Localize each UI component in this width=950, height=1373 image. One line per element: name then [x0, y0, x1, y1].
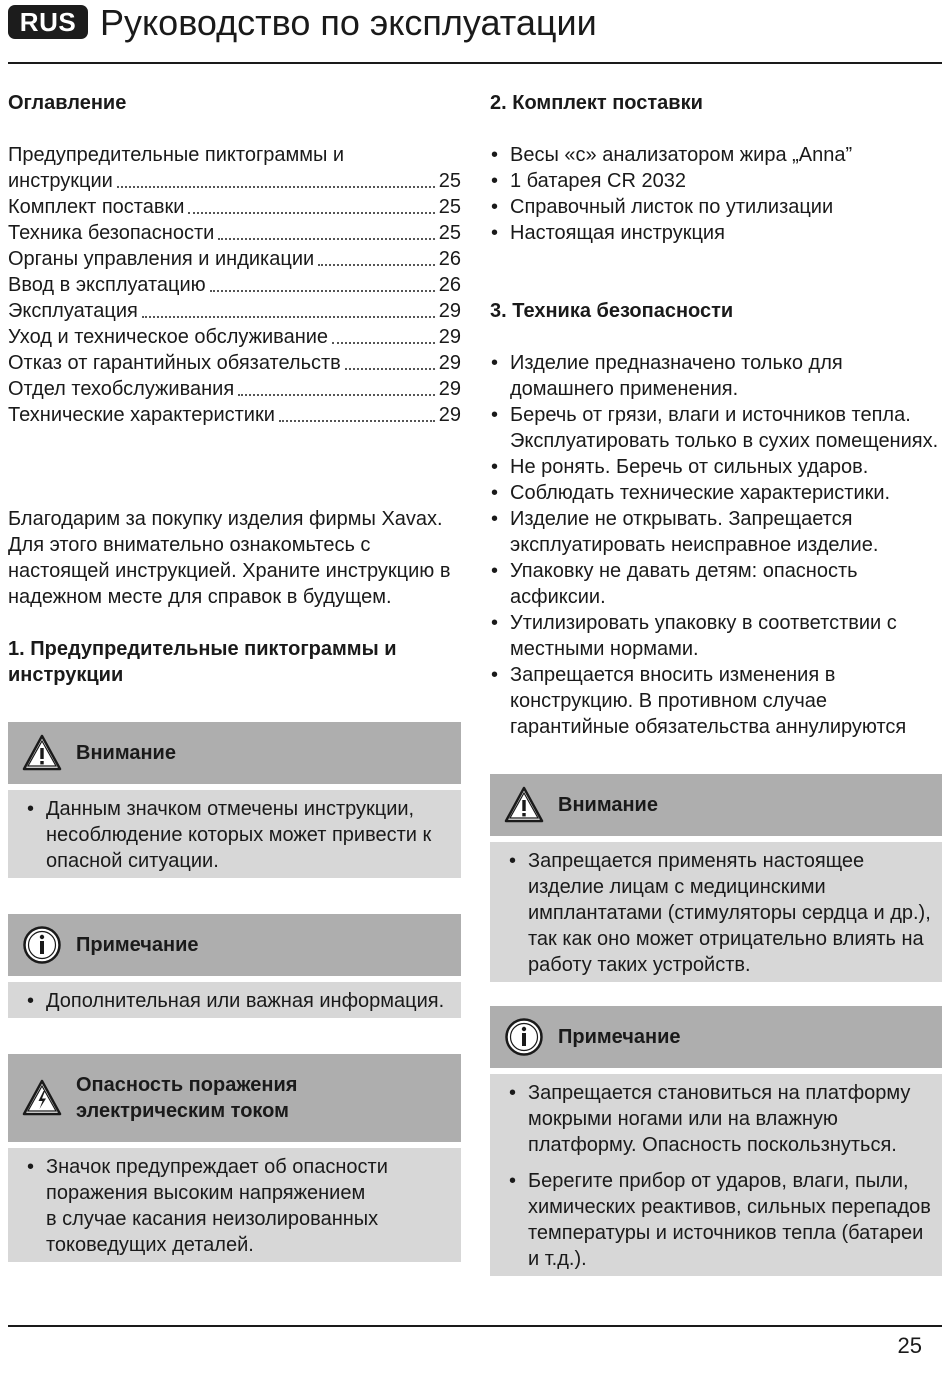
- attention-item-line: так как оно может отрицательно влиять на: [528, 928, 924, 950]
- note-item: [26, 988, 451, 1014]
- attention-item-line: имплантатами (стимуляторы сердца и др.),: [528, 902, 931, 924]
- attention-title: Внимание: [558, 794, 658, 816]
- note-box: [8, 914, 461, 1018]
- toc-leader-dots: [279, 420, 435, 422]
- section1-heading-line: 1. Предупредительные пиктограммы и: [8, 638, 397, 660]
- electric-hazard-title-line: электрическим током: [76, 1100, 289, 1122]
- intro-paragraph: [8, 506, 461, 610]
- language-badge: RUS: [8, 5, 88, 39]
- package-item-text: • Настоящая инструкция: [510, 222, 725, 244]
- toc-entry-page: 29: [438, 352, 461, 374]
- toc-entry-label: Отдел техобслуживания: [8, 378, 235, 400]
- attention-box-header: [8, 722, 461, 784]
- electric-hazard-item: [26, 1154, 451, 1258]
- intro-line: Для этого внимательно ознакомьтесь с: [8, 534, 371, 556]
- left-column: [8, 90, 461, 1262]
- safety-item: [490, 480, 942, 506]
- toc-entry-page: 29: [438, 378, 461, 400]
- note-item-line: и т.д.).: [528, 1248, 587, 1270]
- attention-box-body: [490, 842, 942, 982]
- package-item-text: • Справочный листок по утилизации: [510, 196, 834, 218]
- intro-line: Благодарим за покупку изделия фирмы Xavax.: [8, 508, 443, 530]
- info-circle-icon: [22, 925, 62, 965]
- toc-entry[interactable]: [8, 194, 461, 220]
- electric-hazard-box-body: [8, 1148, 461, 1262]
- note-item-line: • Берегите прибор от ударов, влаги, пыли,: [528, 1170, 909, 1192]
- safety-list: [490, 350, 942, 740]
- attention-box: [490, 774, 942, 982]
- note-item-line: мокрыми ногами или на влажную: [528, 1108, 838, 1130]
- toc-heading: Оглавление: [8, 92, 127, 114]
- electric-hazard-item-line: в случае касания неизолированных: [46, 1208, 379, 1230]
- attention-item-line: несоблюдение которых может привести к: [46, 824, 432, 846]
- note-item-line: • Дополнительная или важная информация.: [46, 990, 445, 1012]
- attention-item-line: • Данным значком отмечены инструкции,: [46, 798, 415, 820]
- electric-hazard-item-line: поражения высоким напряжением: [46, 1182, 366, 1204]
- section1-heading-line: инструкции: [8, 664, 124, 686]
- note-box-body: [8, 982, 461, 1018]
- toc-entry-label: Техника безопасности: [8, 222, 215, 244]
- toc-leader-dots: [332, 342, 435, 344]
- toc-entry-page: 29: [438, 300, 461, 322]
- toc-entry-label: Органы управления и индикации: [8, 248, 315, 270]
- safety-item: [490, 454, 942, 480]
- safety-item-line: • Соблюдать технические характеристики.: [510, 482, 891, 504]
- toc-entry[interactable]: [8, 220, 461, 246]
- safety-item-line: эксплуатировать неисправное изделие.: [510, 534, 879, 556]
- safety-item: [490, 506, 942, 558]
- safety-item-line: • Изделие предназначено только для: [510, 352, 843, 374]
- toc-entry-label: Комплект поставки: [8, 196, 185, 218]
- note-item: [508, 1080, 932, 1158]
- toc-entry-label: инструкции: [8, 170, 113, 192]
- toc-leader-dots: [188, 212, 434, 214]
- toc-entry-page: 29: [438, 404, 461, 426]
- toc-entry-label: Ввод в эксплуатацию: [8, 274, 206, 296]
- note-item-line: платформу. Опасность поскользнуться.: [528, 1134, 897, 1156]
- note-box-header: [8, 914, 461, 976]
- attention-item-line: работу таких устройств.: [528, 954, 751, 976]
- safety-item-line: • Утилизировать упаковку в соответствии с: [510, 612, 897, 634]
- toc-entry-label: Уход и техническое обслуживание: [8, 326, 329, 348]
- note-item-line: химических реактивов, сильных перепадов: [528, 1196, 931, 1218]
- safety-item-line: конструкцию. В противном случае: [510, 690, 827, 712]
- toc-leader-dots: [345, 368, 435, 370]
- toc-entry-label: Технические характеристики: [8, 404, 275, 426]
- safety-item: [490, 350, 942, 402]
- note-item-line: • Запрещается становиться на платформу: [528, 1082, 911, 1104]
- warning-triangle-icon: [504, 785, 544, 825]
- toc-entry[interactable]: [8, 142, 461, 194]
- safety-item-line: Эксплуатировать только в сухих помещениях.: [510, 430, 939, 452]
- right-column: [490, 90, 942, 1276]
- electric-hazard-title-line: Опасность поражения: [76, 1074, 298, 1096]
- toc-entry[interactable]: [8, 376, 461, 402]
- note-box: [490, 1006, 942, 1276]
- attention-box-body: [8, 790, 461, 878]
- toc-leader-dots: [210, 290, 435, 292]
- toc-entry-page: 26: [438, 248, 461, 270]
- section3-heading: 3. Техника безопасности: [490, 300, 734, 322]
- attention-title: Внимание: [76, 742, 176, 764]
- package-item: [490, 142, 942, 168]
- package-item-text: • 1 батарея CR 2032: [510, 170, 686, 192]
- electric-hazard-box: [8, 1054, 461, 1262]
- toc-list: [8, 142, 461, 428]
- intro-line: настоящей инструкцией. Храните инструкцию в: [8, 560, 451, 582]
- electric-hazard-item-line: • Значок предупреждает об опасности: [46, 1156, 388, 1178]
- document-title: Руководство по эксплуатации: [100, 2, 597, 43]
- footer-rule: [8, 1325, 942, 1327]
- safety-item-line: местными нормами.: [510, 638, 699, 660]
- toc-entry-page: 26: [438, 274, 461, 296]
- toc-entry[interactable]: [8, 402, 461, 428]
- package-contents-list: [490, 142, 942, 246]
- attention-box: [8, 722, 461, 878]
- page-number: 25: [897, 1333, 922, 1358]
- toc-leader-dots: [238, 394, 435, 396]
- toc-entry-page: 25: [438, 222, 461, 244]
- toc-entry-page: 25: [438, 170, 461, 192]
- note-item: [508, 1168, 932, 1272]
- section1-heading: [8, 636, 461, 688]
- electric-hazard-item-line: токоведущих деталей.: [46, 1234, 254, 1256]
- safety-item-line: • Запрещается вносить изменения в: [510, 664, 836, 686]
- toc-entry[interactable]: [8, 272, 461, 298]
- safety-item-line: • Изделие не открывать. Запрещается: [510, 508, 853, 530]
- header-rule: [8, 62, 942, 64]
- safety-item: [490, 662, 942, 740]
- toc-entry-label: Эксплуатация: [8, 300, 138, 322]
- safety-item-line: домашнего применения.: [510, 378, 739, 400]
- toc-leader-dots: [318, 264, 435, 266]
- note-item-line: температуры и источников тепла (батареи: [528, 1222, 924, 1244]
- attention-item-line: • Запрещается применять настоящее: [528, 850, 865, 872]
- toc-leader-dots: [218, 238, 434, 240]
- attention-item-line: изделие лицам с медицинскими: [528, 876, 826, 898]
- attention-item-line: опасной ситуации.: [46, 850, 219, 872]
- warning-triangle-icon: [22, 733, 62, 773]
- info-circle-icon: [504, 1017, 544, 1057]
- toc-entry-label: Предупредительные пиктограммы и: [8, 144, 345, 166]
- attention-box-header: [490, 774, 942, 836]
- toc-entry-page: 25: [438, 196, 461, 218]
- toc-leader-dots: [142, 316, 435, 318]
- safety-item-line: асфиксии.: [510, 586, 606, 608]
- package-item: [490, 168, 942, 194]
- note-title: Примечание: [558, 1026, 681, 1048]
- toc-leader-dots: [117, 186, 435, 188]
- package-item: [490, 220, 942, 246]
- page-header: [8, 0, 942, 62]
- safety-item-line: • Не ронять. Беречь от сильных ударов.: [510, 456, 869, 478]
- note-box-body: [490, 1074, 942, 1276]
- safety-item: [490, 610, 942, 662]
- note-box-header: [490, 1006, 942, 1068]
- note-title: Примечание: [76, 934, 199, 956]
- safety-item: [490, 558, 942, 610]
- intro-line: надежном месте для справок в будущем.: [8, 586, 392, 608]
- safety-item-line: гарантийные обязательства аннулируются: [510, 716, 907, 738]
- toc-entry[interactable]: [8, 324, 461, 350]
- safety-item-line: • Упаковку не давать детям: опасность: [510, 560, 858, 582]
- electric-hazard-box-header: [8, 1054, 461, 1142]
- toc-entry-label: Отказ от гарантийных обязательств: [8, 352, 341, 374]
- section2-heading: 2. Комплект поставки: [490, 92, 703, 114]
- toc-entry[interactable]: [8, 298, 461, 324]
- attention-item: [508, 848, 932, 978]
- toc-entry-page: 29: [438, 326, 461, 348]
- toc-entry[interactable]: [8, 246, 461, 272]
- electric-hazard-title: [76, 1072, 297, 1124]
- package-item-text: • Весы «с» анализатором жира „Anna”: [510, 144, 853, 166]
- attention-item: [26, 796, 451, 874]
- safety-item: [490, 402, 942, 454]
- toc-entry[interactable]: [8, 350, 461, 376]
- safety-item-line: • Беречь от грязи, влаги и источников тепла.: [510, 404, 911, 426]
- package-item: [490, 194, 942, 220]
- electric-hazard-icon: [22, 1078, 62, 1118]
